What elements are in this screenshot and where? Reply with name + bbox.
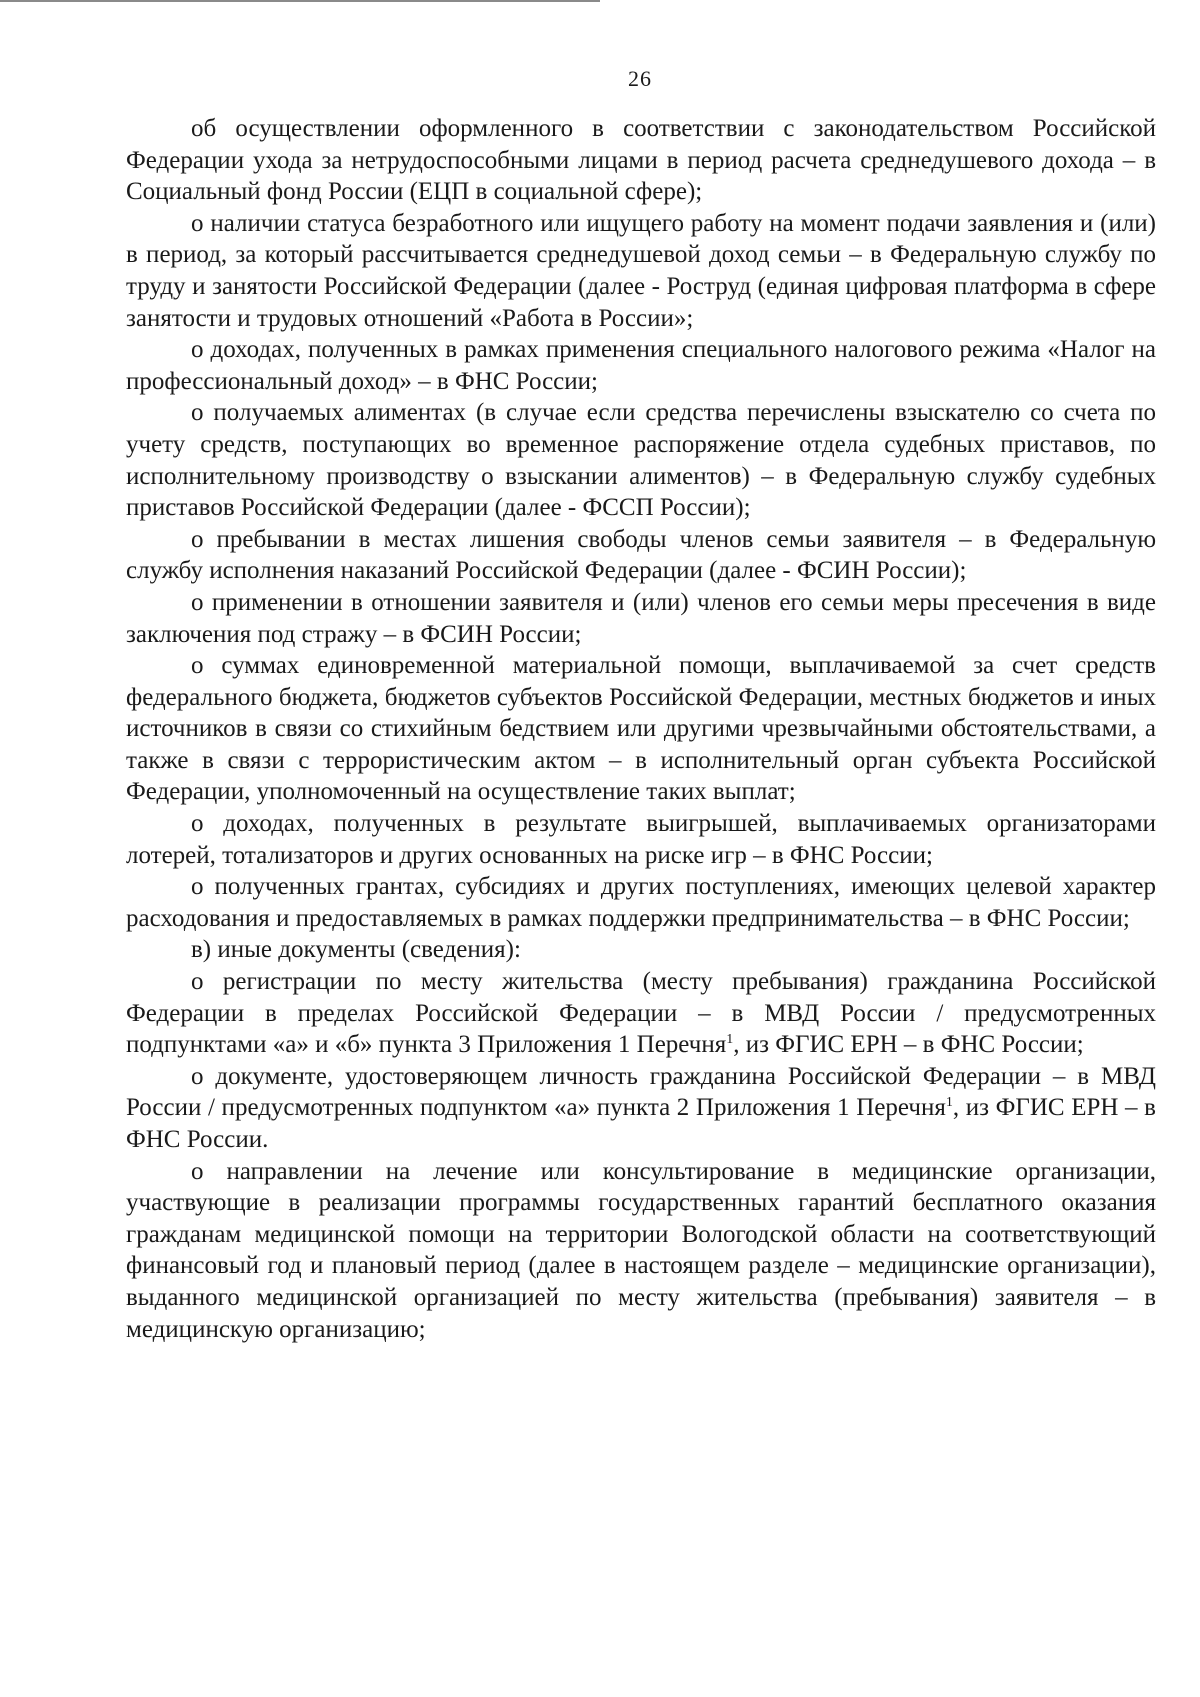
footnote-ref: 1 — [726, 1032, 734, 1048]
footnote-ref: 1 — [945, 1095, 953, 1111]
identity-text-end: , из ФГИС ЕРН – в ФНС России. — [126, 1094, 1156, 1153]
paragraph-professional-income-tax: о доходах, полученных в рамках применения специального налогового режима «Налог на профессиональный доход» – в ФНС России; — [126, 336, 1156, 395]
paragraph-unemployment-status: о наличии статуса безработного или ищущего работу на момент подачи заявления и (или) в период, за который рассчитывается среднедушевой доход семьи – в Федеральную службу по труду и занятости Российской Федерации (далее - Роструд (единая цифровая платформа в сфере занятости и трудовых отношений «Работа в России»; — [126, 209, 1156, 332]
paragraph-alimony: о получаемых алиментах (в случае если средства перечислены взыскателю со счета по учету средств, поступающих во временное распоряжение отдела судебных приставов, по исполнительному производству о взыскании алиментов) – в Федеральную службу судебных приставов Российской Федерации (далее - ФССП России); — [126, 399, 1156, 522]
registration-text-end: , из ФГИС ЕРН – в ФНС России; — [733, 1031, 1084, 1059]
paragraph-identity-document — [126, 1061, 1156, 1156]
paragraph-medical-referral: о направлении на лечение или консультирование в медицинские организации, участвующие в реализации программы государственных гарантий бесплатного оказания гражданам медицинской помощи на территории Вологодской области на соответствующий финансовый год и плановый период (далее в настоящем разделе – медицинские организации), выданного медицинской организацией по месту жительства (пребывания) заявителя – в медицинскую организацию; — [126, 1157, 1156, 1343]
scan-top-edge-line — [0, 0, 600, 2]
paragraph-grants-subsidies: о полученных грантах, субсидиях и других поступлениях, имеющих целевой характер расходования и предоставляемых в рамках поддержки предпринимательства – в ФНС России; — [126, 873, 1156, 932]
paragraph-lottery-winnings: о доходах, полученных в результате выигрышей, выплачиваемых организаторами лотерей, тотализаторов и других основанных на риске игр – в ФНС России; — [126, 810, 1156, 869]
paragraph-emergency-aid: о суммах единовременной материальной помощи, выплачиваемой за счет средств федерального бюджета, бюджетов субъектов Российской Федерации, местных бюджетов и иных источников в связи со стихийным бедствием или другими чрезвычайными обстоятельствами, а также в связи с террористическим актом – в исполнительный орган субъекта Российской Федерации, уполномоченный на осуществление таких выплат; — [126, 652, 1156, 806]
registration-text: о регистрации по месту жительства (месту пребывания) гражданина Российской Федерации в пределах Российской Федерации – в МВД России / предусмотренных подпунктами «а» и «б» пункта 3 Приложения 1 Перечня — [126, 968, 1156, 1059]
paragraph-other-documents-heading: в) иные документы (сведения): — [191, 936, 521, 964]
paragraph-detention: о применении в отношении заявителя и (или) членов его семьи меры пресечения в виде заключения под стражу – в ФСИН России; — [126, 588, 1156, 648]
paragraph-imprisonment: о пребывании в местах лишения свободы членов семьи заявителя – в Федеральную службу исполнения наказаний Российской Федерации (далее - ФСИН России); — [126, 525, 1156, 585]
identity-text: о документе, удостоверяющем личность гражданина Российской Федерации – в МВД России / предусмотренных подпунктом «а» пункта 2 Приложения 1 Перечня — [126, 1062, 1156, 1122]
paragraph-registration — [126, 966, 1156, 1061]
document-body — [126, 113, 1156, 1345]
paragraph-care-for-disabled: об осуществлении оформленного в соответствии с законодательством Российской Федерации ухода за нетрудоспособными лицами в период расчета среднедушевого дохода – в Социальный фонд России (ЕЦП в социальной сфере); — [126, 115, 1156, 206]
page-number: 26 — [628, 66, 652, 91]
